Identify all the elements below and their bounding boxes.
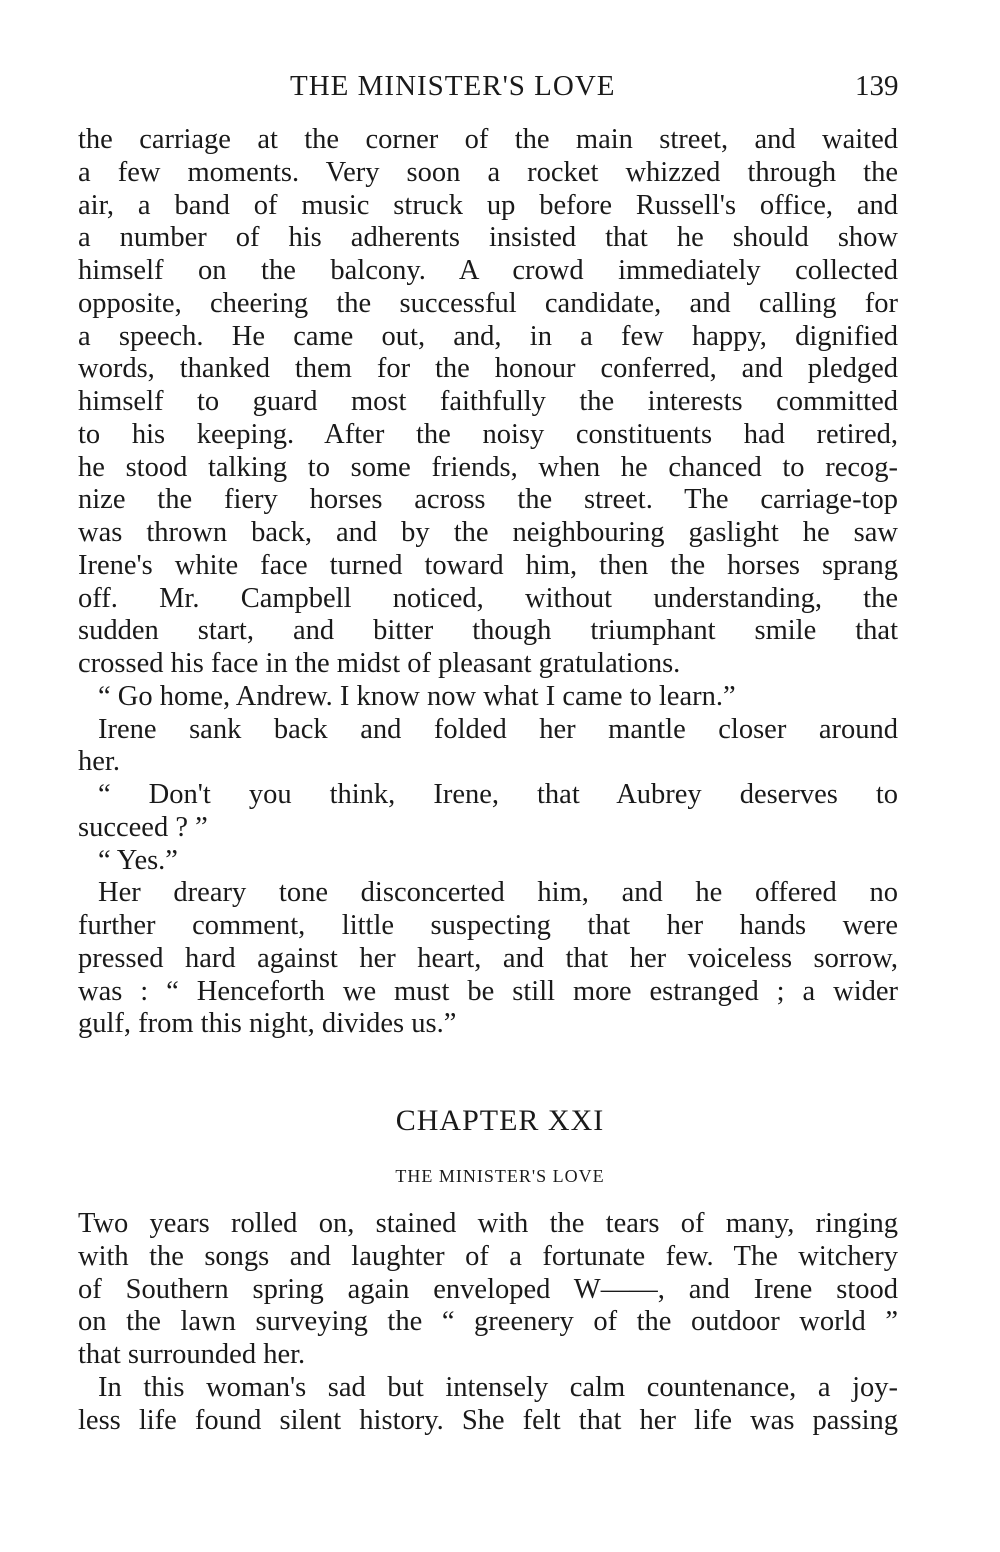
text-line: on the lawn surveying the “ greenery of the outdoor world ” bbox=[78, 1306, 898, 1338]
text-line: “ Go home, Andrew. I know now what I came to learn.” bbox=[98, 680, 736, 712]
text-line: a number of his adherents insisted that he should show bbox=[78, 222, 898, 254]
page-number: 139 bbox=[855, 70, 899, 102]
text-line: himself to guard most faithfully the interests committed bbox=[78, 386, 898, 417]
text-line: In this woman's sad but intensely calm countenance, a joy- bbox=[98, 1372, 898, 1403]
text-line: air, a band of music struck up before Russell's office, and bbox=[78, 189, 898, 221]
text-line: himself on the balcony. A crowd immediately collected bbox=[78, 255, 898, 286]
text-line: gulf, from this night, divides us.” bbox=[78, 1008, 457, 1040]
text-line: succeed ? ” bbox=[78, 811, 208, 843]
text-line: less life found silent history. She felt that her life was passing bbox=[78, 1404, 898, 1436]
text-line: was : “ Henceforth we must be still more estranged ; a wider bbox=[78, 975, 898, 1007]
text-line: her. bbox=[78, 746, 120, 778]
text-line: of Southern spring again enveloped W——, and Irene stood bbox=[78, 1273, 898, 1305]
text-line: nize the fiery horses across the street. The carriage-top bbox=[78, 484, 898, 516]
text-line: with the songs and laughter of a fortunate few. The witchery bbox=[78, 1240, 898, 1272]
text-line: “ Yes.” bbox=[98, 844, 178, 876]
text-line: the carriage at the corner of the main street, and waited bbox=[78, 124, 898, 155]
chapter-subtitle: THE MINISTER'S LOVE bbox=[395, 1166, 605, 1186]
text-line: sudden start, and bitter though triumphant smile that bbox=[78, 615, 898, 647]
text-line: Her dreary tone disconcerted him, and he offered no bbox=[98, 877, 898, 909]
text-line: that surrounded her. bbox=[78, 1339, 306, 1371]
text-line: pressed hard against her heart, and that her voiceless sorrow, bbox=[78, 942, 898, 974]
text-line: crossed his face in the midst of pleasant gratulations. bbox=[78, 648, 681, 679]
text-line: a speech. He came out, and, in a few happy, dignified bbox=[78, 320, 898, 352]
text-line: was thrown back, and by the neighbouring gaslight he saw bbox=[78, 517, 898, 548]
text-line: to his keeping. After the noisy constituents had retired, bbox=[78, 418, 898, 450]
text-line: “ Don't you think, Irene, that Aubrey deserves to bbox=[98, 779, 898, 810]
text-line: opposite, cheering the successful candidate, and calling for bbox=[78, 287, 898, 319]
text-line: Irene sank back and folded her mantle closer around bbox=[98, 713, 898, 745]
chapter-title: CHAPTER XXI bbox=[395, 1104, 605, 1137]
text-line: he stood talking to some friends, when he chanced to recog- bbox=[78, 451, 898, 483]
text-line: a few moments. Very soon a rocket whizzed through the bbox=[78, 156, 898, 188]
text-line: words, thanked them for the honour conferred, and pledged bbox=[78, 353, 898, 385]
text-line: further comment, little suspecting that her hands were bbox=[78, 910, 898, 941]
running-title: THE MINISTER'S LOVE bbox=[290, 70, 616, 102]
text-line: off. Mr. Campbell noticed, without understanding, the bbox=[78, 582, 898, 614]
text-line: Irene's white face turned toward him, then the horses sprang bbox=[78, 549, 898, 581]
text-line: Two years rolled on, stained with the tears of many, ringing bbox=[78, 1208, 898, 1239]
